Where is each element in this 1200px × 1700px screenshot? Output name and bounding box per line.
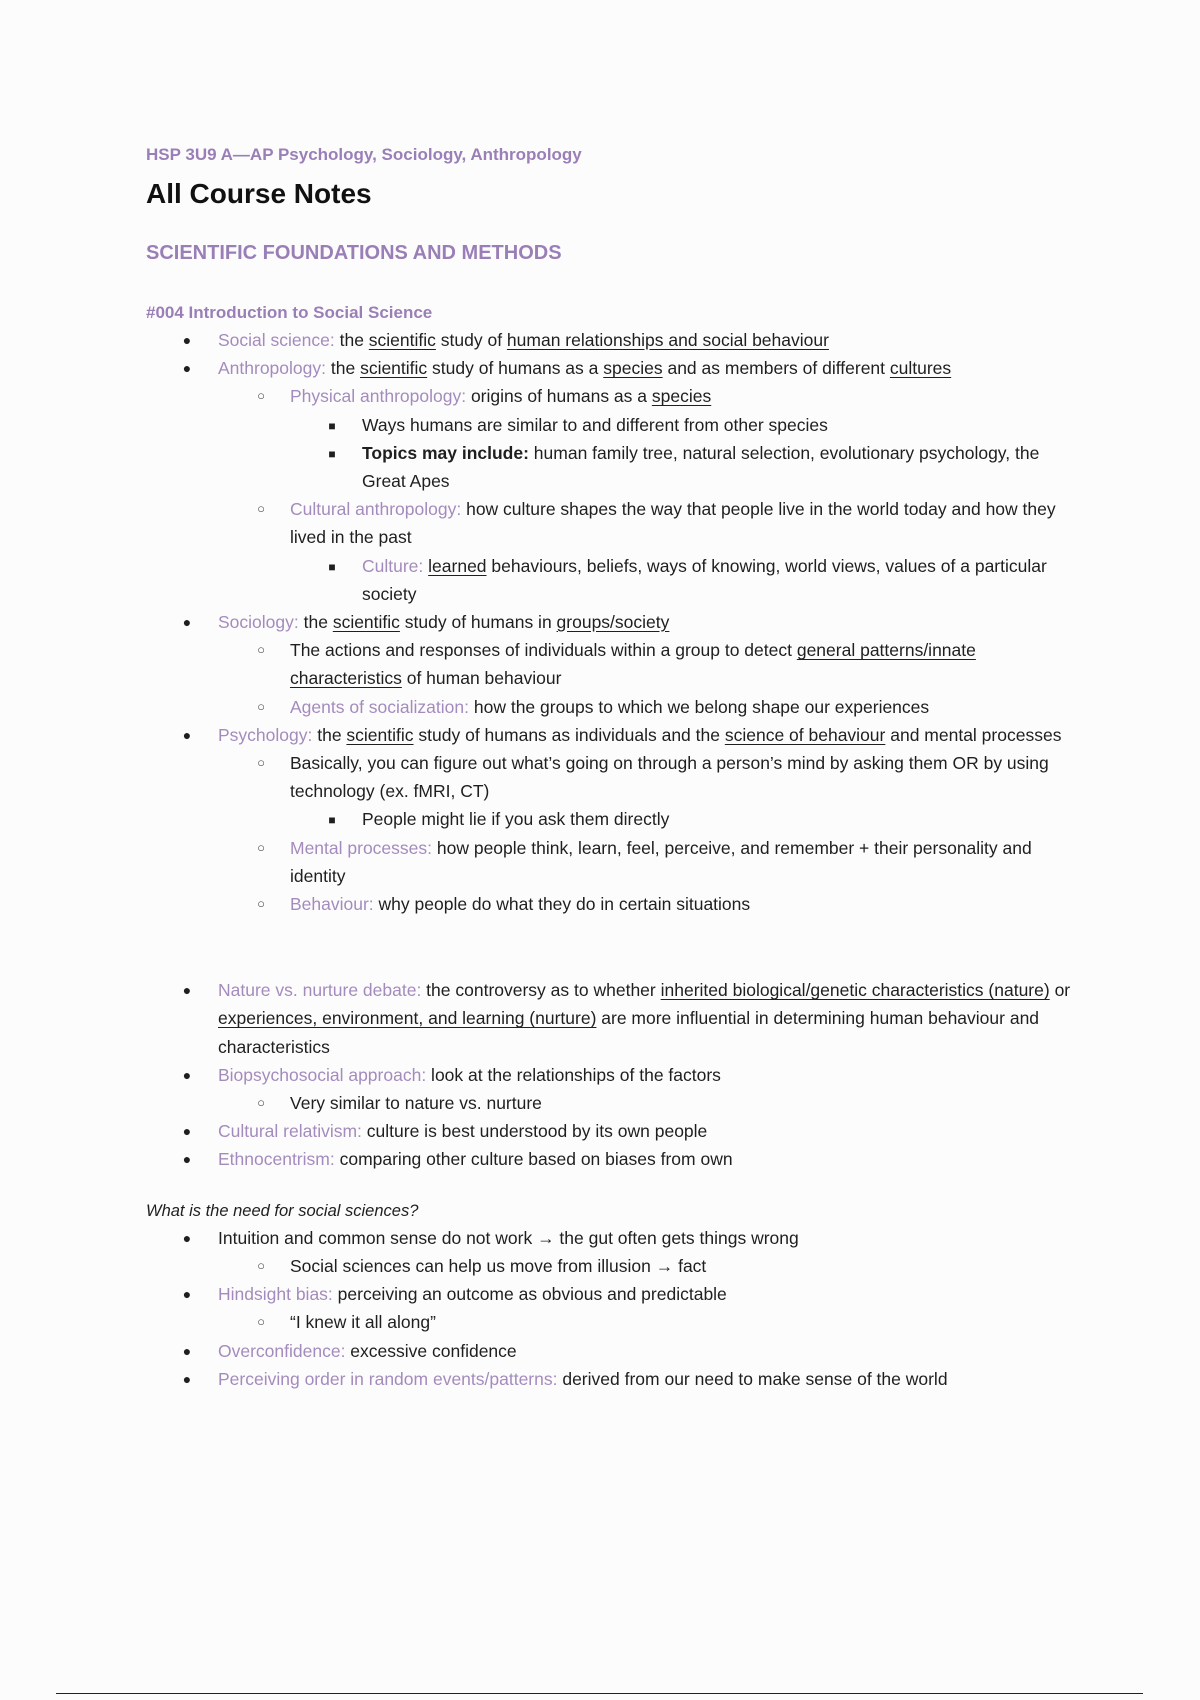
sublist [218,749,1076,918]
circle-bullet-icon: ○ [257,1095,265,1111]
list-item: ■ Topics may include: human family tree, natural selection, evolutionary psychology, the Great Apes [362,439,1076,495]
bullet-icon: ● [182,1229,192,1246]
bullet-icon: ● [182,332,192,348]
circle-bullet-icon: ○ [257,642,265,658]
list-item: ■ Ways humans are similar to and different from other species [362,411,1076,439]
term: Cultural anthropology: [290,499,462,520]
term: Anthropology: [218,358,326,379]
circle-bullet-icon: ○ [257,755,265,771]
term: Physical anthropology: [290,386,467,407]
list-item-cultural-anthropology: ○ Cultural anthropology: how culture shapes the way that people live in the world today and how they lived in the past ■ Culture: learned behaviours, beliefs, ways of knowing, world views, values of a particular society [290,495,1076,608]
term: Psychology: [218,724,313,745]
square-bullet-icon: ■ [328,446,336,461]
bullet-icon: ● [182,1151,192,1168]
term: Social science: [218,330,335,350]
list-item: ■ People might lie if you ask them directly [362,805,1076,833]
list-item-nature-nurture: ● Nature vs. nurture debate: the controversy as to whether inherited biological/genetic characteristics (nature) or experiences, environment, and learning (nurture) are more influential in determining human behaviour and characteristics [218,976,1076,1061]
question-heading: What is the need for social sciences? [146,1201,419,1220]
sublist [218,1089,1076,1117]
list-item-hindsight-bias: ● Hindsight bias: perceiving an outcome as obvious and predictable ○ “I knew it all along” [218,1280,1076,1336]
sublist [218,382,1076,608]
list-item-culture: ■ Culture: learned behaviours, beliefs, ways of knowing, world views, values of a particular society [362,552,1076,608]
bullet-icon: ● [182,1286,192,1303]
circle-bullet-icon: ○ [257,1257,265,1273]
intro-list [146,326,1076,918]
bullet-icon: ● [182,1342,192,1359]
bullet-icon: ● [182,614,192,631]
list-item: ○ Basically, you can figure out what’s going on through a person’s mind by asking them OR by using technology (ex. fMRI, CT) ■ People might lie if you ask them directly [290,749,1076,834]
bullet-icon: ● [182,1123,192,1140]
list-item: ○ Social sciences can help us move from illusion → fact [290,1252,1076,1280]
term: Sociology: [218,612,299,633]
sublist [290,805,1076,833]
bullet-icon: ● [182,360,192,377]
list-item-biopsychosocial: ● Biopsychosocial approach: look at the relationships of the factors ○ Very similar to nature vs. nurture [218,1061,1076,1117]
list-item-mental-processes: ○ Mental processes: how people think, learn, feel, perceive, and remember + their personality and identity [290,834,1076,890]
sublist [218,636,1076,721]
square-bullet-icon: ■ [328,418,336,433]
list-item-cultural-relativism: ● Cultural relativism: culture is best understood by its own people [218,1117,1076,1145]
circle-bullet-icon: ○ [257,839,265,855]
list-item-social-science: ● Social science: the scientific study of human relationships and social behaviour [218,326,1076,354]
circle-bullet-icon: ○ [257,896,265,912]
list-item-anthropology: ● Anthropology: the scientific study of humans as a species and as members of different cultures ○ Physical anthropology: origins of humans as a species ■ Ways humans are similar to and different from other species ■ Topics may include: human family tree, natural selection, evolutionary psychology, the Great Apes ○ Cultural anthropology: how culture shapes the way that people live in the world today and how they lived in the past ■ Culture: learned behaviours, beliefs, ways of knowing, world views, values of a particular society [218,354,1076,608]
bullet-icon: ● [182,1066,192,1083]
list-item-intuition: ● Intuition and common sense do not work → the gut often gets things wrong ○ Social sciences can help us move from illusion → fact [218,1224,1076,1280]
circle-bullet-icon: ○ [257,1314,265,1330]
sublist [218,1308,1076,1336]
list-item-behaviour: ○ Behaviour: why people do what they do in certain situations [290,890,1076,918]
bullet-icon: ● [182,1370,192,1387]
section-heading: SCIENTIFIC FOUNDATIONS AND METHODS [146,242,562,264]
circle-bullet-icon: ○ [257,698,265,714]
course-code: HSP 3U9 A—AP Psychology, Sociology, Anthropology [146,145,582,164]
sublist [218,1252,1076,1280]
square-bullet-icon: ■ [328,813,336,828]
subsection-heading: #004 Introduction to Social Science [146,303,433,322]
list-item-perceiving-order: ● Perceiving order in random events/patterns: derived from our need to make sense of the world [218,1365,1076,1393]
footer-divider [56,1693,1143,1694]
list-item-psychology: ● Psychology: the scientific study of humans as individuals and the science of behaviour and mental processes ○ Basically, you can figure out what’s going on through a person’s mind by asking them OR by using technology (ex. fMRI, CT) ■ People might lie if you ask them directly ○ Mental processes: how people think, learn, feel, perceive, and remember + their personality and identity ○ Behaviour: why people do what they do in certain situations [218,721,1076,918]
sublist [290,411,1076,496]
bullet-icon: ● [182,982,192,999]
circle-bullet-icon: ○ [257,388,265,404]
circle-bullet-icon: ○ [257,501,265,517]
list-item-physical-anthropology: ○ Physical anthropology: origins of humans as a species ■ Ways humans are similar to and different from other species ■ Topics may include: human family tree, natural selection, evolutionary psychology, the Great Apes [290,382,1076,495]
list-item: ○ The actions and responses of individuals within a group to detect general patterns/innate characteristics of human behaviour [290,636,1076,692]
concepts-list [146,976,1076,1173]
page-title: All Course Notes [146,178,372,209]
notes-content [146,144,1076,1393]
list-item: ○ Very similar to nature vs. nurture [290,1089,1076,1117]
sublist [290,552,1076,608]
square-bullet-icon: ■ [328,559,336,574]
spacer [146,918,1076,974]
list-item-agents: ○ Agents of socialization: how the groups to which we belong shape our experiences [290,693,1076,721]
list-item: ○ “I knew it all along” [290,1308,1076,1336]
list-item-sociology: ● Sociology: the scientific study of humans in groups/society ○ The actions and responses of individuals within a group to detect general patterns/innate characteristics of human behaviour ○ Agents of socialization: how the groups to which we belong shape our experiences [218,608,1076,721]
bullet-icon: ● [182,726,192,743]
list-item-overconfidence: ● Overconfidence: excessive confidence [218,1337,1076,1365]
list-item-ethnocentrism: ● Ethnocentrism: comparing other culture based on biases from own [218,1145,1076,1173]
need-list [146,1224,1076,1393]
